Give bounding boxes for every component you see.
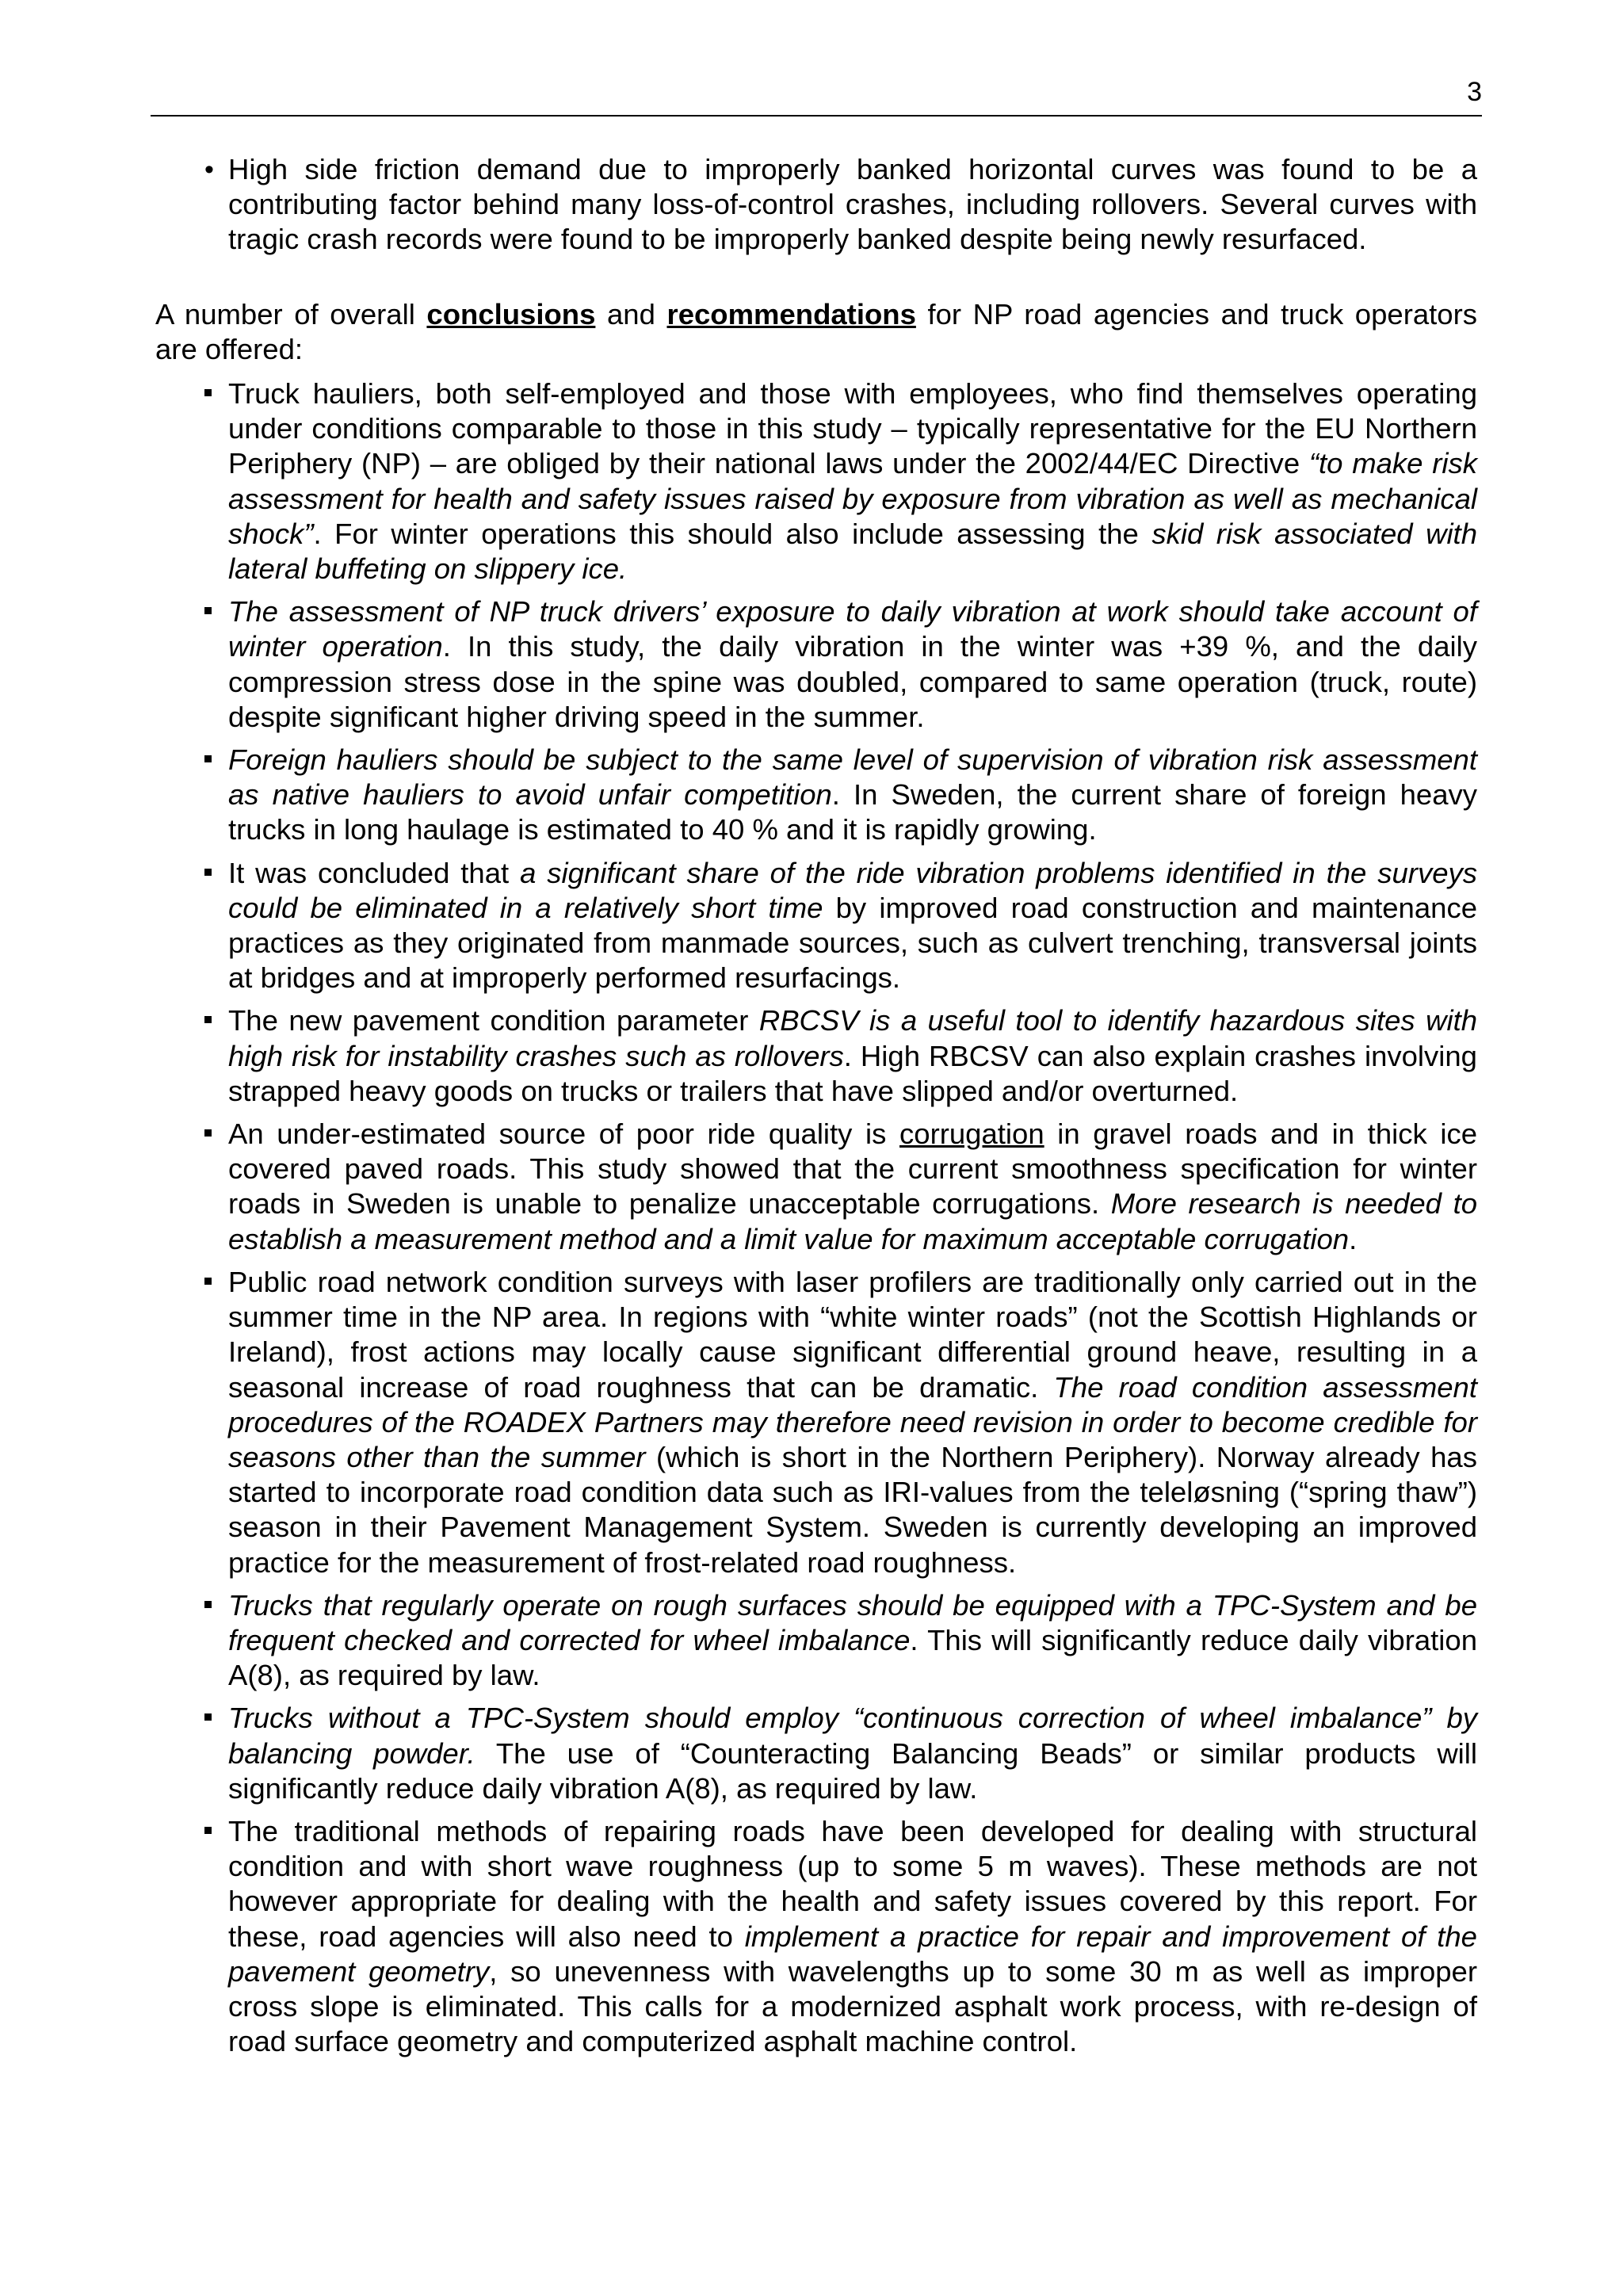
list-item bbox=[155, 1588, 1477, 1694]
list-item bbox=[155, 1814, 1477, 2059]
bullet-square-icon bbox=[204, 1016, 212, 1023]
item-text: The traditional methods of repairing roads have been developed for dealing with structural condition and with short wave roughness (up to some 5 m waves). These methods are not however appropriate for dealing with the health and safety issues covered by this report. For these, road agencies will also need to bbox=[228, 1814, 1477, 1953]
item-emphasis: “to make risk assessment for health and safety issues raised by exposure from vibration as well as mechanical shock” bbox=[228, 447, 1477, 550]
intro-paragraph bbox=[155, 297, 1477, 367]
list-item bbox=[155, 594, 1477, 735]
page-content bbox=[155, 152, 1477, 2067]
intro-text: for NP road agencies and truck operators are offered: bbox=[155, 297, 1478, 365]
bullet-square-icon bbox=[204, 1713, 212, 1721]
bullet-square-icon bbox=[204, 1601, 212, 1608]
item-emphasis: implement a practice for repair and improvement of the pavement geometry bbox=[228, 1920, 1477, 1988]
item-text: . In Sweden, the current share of foreign heavy trucks in long haulage is estimated to 40 % and it is rapidly growing. bbox=[228, 778, 1477, 846]
item-text: . This will significantly reduce daily vibration A(8), as required by law. bbox=[228, 1623, 1477, 1692]
list-item bbox=[155, 1003, 1477, 1109]
header-rule bbox=[151, 115, 1482, 117]
bullet-square-icon bbox=[204, 1129, 212, 1137]
page-number: 3 bbox=[1467, 77, 1482, 107]
list-item bbox=[155, 152, 1477, 258]
item-emphasis: The assessment of NP truck drivers’ exposure to daily vibration at work should take account of winter operation bbox=[228, 595, 1477, 663]
item-text: . bbox=[1349, 1222, 1358, 1255]
bullet-dot-icon: • bbox=[204, 155, 214, 185]
list-item bbox=[155, 1117, 1477, 1257]
recommendations-term: recommendations bbox=[666, 297, 916, 330]
corrugation-term: corrugation bbox=[899, 1117, 1044, 1151]
intro-text: A number of overall bbox=[155, 297, 427, 330]
item-text: (which is short in the Northern Periphery). Norway already has started to incorporate road condition data such as IRI-values from the teleløsning (“spring thaw”) season in their Pavement Management System. Sweden is currently developing an improved practice for the measurement of frost-related road roughness. bbox=[228, 1440, 1477, 1579]
conclusions-term: conclusions bbox=[426, 297, 596, 330]
item-emphasis: Foreign hauliers should be subject to the same level of supervision of vibration risk assessment as native hauliers to avoid unfair competition bbox=[228, 743, 1477, 812]
item-text: The use of “Counteracting Balancing Beads” or similar products will significantly reduce daily vibration A(8), as required by law. bbox=[228, 1736, 1477, 1805]
bullet-square-icon bbox=[204, 755, 212, 762]
item-text: An under-estimated source of poor ride quality is bbox=[228, 1117, 900, 1151]
item-emphasis: Trucks that regularly operate on rough surfaces should be equipped with a TPC-System and be frequent checked and corrected for wheel imbalance bbox=[228, 1588, 1477, 1656]
item-text: , so unevenness with wavelengths up to some 30 m as well as improper cross slope is eliminated. This calls for a modernized asphalt work process, with re-design of road surface geometry and computerized asphalt machine control. bbox=[228, 1954, 1477, 2058]
item-text: . High RBCSV can also explain crashes involving strapped heavy goods on trucks or trailers that have slipped and/or overturned. bbox=[228, 1039, 1477, 1107]
list-item-text: High side friction demand due to improperly banked horizontal curves was found to be a contributing factor behind many loss-of-control crashes, including rollovers. Several curves with tragic crash records were found to be improperly banked despite being newly resurfaced. bbox=[228, 153, 1477, 256]
intro-text: and bbox=[595, 297, 667, 330]
item-emphasis: Trucks without a TPC-System should employ “continuous correction of wheel imbalance” by balancing powder. bbox=[228, 1702, 1477, 1770]
item-text: . For winter operations this should also include assessing the bbox=[313, 517, 1152, 550]
list-item bbox=[155, 1701, 1477, 1806]
item-text: Public road network condition surveys with laser profilers are traditionally only carried out in the summer time in the NP area. In regions with “white winter roads” (not the Scottish Highlands or Ireland), frost actions may locally cause significant differential ground heave, resulting in a seasonal increase of road roughness that can be dramatic. bbox=[228, 1265, 1477, 1404]
item-text: It was concluded that bbox=[228, 856, 521, 889]
findings-list bbox=[155, 152, 1477, 258]
item-text: . In this study, the daily vibration in the winter was +39 %, and the daily compression stress dose in the spine was doubled, compared to same operation (truck, route) despite significant higher driving speed in the summer. bbox=[228, 630, 1477, 733]
bullet-square-icon bbox=[204, 1278, 212, 1285]
bullet-square-icon bbox=[204, 389, 212, 396]
item-text: The new pavement condition parameter bbox=[228, 1004, 759, 1037]
list-item bbox=[155, 376, 1477, 586]
list-item bbox=[155, 1265, 1477, 1580]
list-item bbox=[155, 856, 1477, 996]
recommendations-list bbox=[155, 376, 1477, 2059]
item-emphasis: The road condition assessment procedures of the ROADEX Partners may therefore need revision in order to become credible for seasons other than the summer bbox=[228, 1370, 1477, 1473]
item-emphasis: RBCSV is a useful tool to identify hazardous sites with high risk for instability crashes such as rollovers bbox=[228, 1004, 1478, 1072]
item-text: in gravel roads and in thick ice covered paved roads. This study showed that the current smoothness specification for winter roads in Sweden is unable to penalize unacceptable corrugations. bbox=[228, 1117, 1477, 1221]
bullet-square-icon bbox=[204, 1827, 212, 1834]
item-text: by improved road construction and maintenance practices as they originated from manmade sources, such as culvert trenching, transversal joints at bridges and at improperly performed resurfacings. bbox=[228, 891, 1477, 995]
item-text: Truck hauliers, both self-employed and those with employees, who find themselves operating under conditions comparable to those in this study – typically representative for the EU Northern Periphery (NP) – are obliged by their national laws under the 2002/44/EC Directive bbox=[228, 377, 1477, 480]
item-emphasis: a significant share of the ride vibration problems identified in the surveys could be eliminated in a relatively short time bbox=[228, 856, 1478, 924]
bullet-square-icon bbox=[204, 869, 212, 876]
item-emphasis: skid risk associated with lateral buffeting on slippery ice. bbox=[228, 517, 1477, 586]
list-item bbox=[155, 743, 1477, 848]
bullet-square-icon bbox=[204, 607, 212, 614]
item-emphasis: More research is needed to establish a measurement method and a limit value for maximum acceptable corrugation bbox=[228, 1187, 1478, 1255]
